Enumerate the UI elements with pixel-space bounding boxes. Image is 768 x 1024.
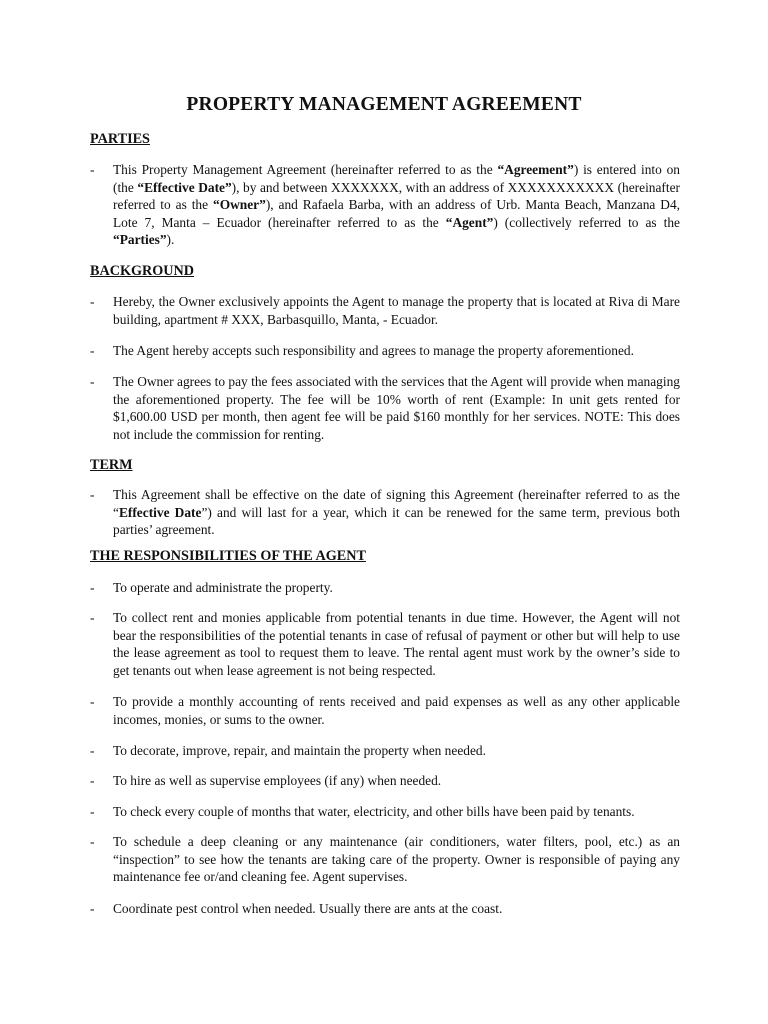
list-dash: - xyxy=(90,374,95,389)
list-item xyxy=(90,579,680,597)
text-run: ), and Rafaela Barba, with an address of Urb. Manta Beach, Manzana D4, Lote 7, Manta – Ecuador (hereinafter referred to as the xyxy=(113,197,680,230)
list-dash: - xyxy=(90,343,95,358)
text-run: This Agreement shall be effective on the date of signing this Agreement (hereinafter referred to as the “ xyxy=(113,487,680,520)
list-dash: - xyxy=(90,487,95,502)
list-item xyxy=(90,342,680,360)
list-item-text: The Owner agrees to pay the fees associated with the services that the Agent will provide when managing the aforementioned property. The fee will be 10% worth of rent (Example: In unit gets rented for $1,600.00 USD per month, then agent fee will be paid $160 monthly for her services. NOTE: This does not include the commission for renting. xyxy=(113,374,680,442)
list-dash: - xyxy=(90,610,95,625)
defined-term: “Owner” xyxy=(213,197,266,213)
section-heading-term: TERM xyxy=(90,457,133,473)
list-dash: - xyxy=(90,294,95,309)
list-item-text: To hire as well as supervise employees (if any) when needed. xyxy=(113,773,442,788)
list-dash: - xyxy=(90,834,95,849)
text-run: ), by and between XXXXXXX, with an address of XXXXXXXXXXX (hereinafter referred to as the xyxy=(113,179,681,213)
list-item xyxy=(90,693,680,728)
list-dash: - xyxy=(90,901,95,916)
section-heading-parties: PARTIES xyxy=(90,131,150,147)
text-run: ). xyxy=(166,232,175,248)
defined-term: “Agreement” xyxy=(497,162,574,177)
list-item-text: The Agent hereby accepts such responsibility and agrees to manage the property aforementioned. xyxy=(113,343,634,358)
list-dash: - xyxy=(90,162,95,177)
list-item-text: To check every couple of months that water, electricity, and other bills have been paid by tenants. xyxy=(113,804,635,819)
defined-term: “Agent” xyxy=(445,214,494,230)
list-item xyxy=(90,900,680,918)
defined-term: Effective Date xyxy=(118,504,202,520)
section-heading-responsibilities: THE RESPONSIBILITIES OF THE AGENT xyxy=(90,548,366,564)
list-dash: - xyxy=(90,694,95,709)
term-paragraph xyxy=(113,486,680,539)
text-run: ) (collectively referred to as the xyxy=(493,214,680,230)
list-item xyxy=(90,803,680,821)
list-item-text: To decorate, improve, repair, and maintain the property when needed. xyxy=(113,743,486,758)
list-item xyxy=(90,373,680,443)
list-item xyxy=(90,609,680,679)
list-item xyxy=(90,742,680,760)
list-item xyxy=(90,293,680,328)
section-heading-background: BACKGROUND xyxy=(90,263,195,279)
list-item-text: To collect rent and monies applicable from potential tenants in due time. However, the Agent will not bear the responsibilities of the potential tenants in case of refusal of payment or other but will help to use the lease agreement as tool to request them to leave. The rental agent must work by the owner’s side to get tenants out when lease agreement is not being respected. xyxy=(113,610,680,678)
text-run: ”) and will last for a year, which it can be renewed for the same term, previous both parties’ agreement. xyxy=(113,504,681,538)
defined-term: “Effective Date” xyxy=(137,179,232,195)
list-item-text: Coordinate pest control when needed. Usually there are ants at the coast. xyxy=(113,901,503,916)
list-dash: - xyxy=(90,804,95,819)
parties-paragraph xyxy=(113,161,680,249)
list-item xyxy=(90,161,680,249)
list-dash: - xyxy=(90,773,95,788)
text-run: This Property Management Agreement (hereinafter referred to as the xyxy=(113,162,498,177)
document-title: PROPERTY MANAGEMENT AGREEMENT xyxy=(186,94,582,115)
defined-term: “Parties” xyxy=(113,232,167,248)
list-item xyxy=(90,833,680,886)
list-item-text: To operate and administrate the property. xyxy=(113,580,333,595)
list-item-text: To schedule a deep cleaning or any maintenance (air conditioners, water filters, pool, etc.) as an “inspection” to see how the tenants are taking care of the property. Owner is responsible of paying any maintenance fee or/and cleaning fee. Agent supervises. xyxy=(113,834,680,885)
list-dash: - xyxy=(90,580,95,595)
list-item xyxy=(90,772,680,790)
list-item-text: Hereby, the Owner exclusively appoints the Agent to manage the property that is located at Riva di Mare building, apartment # XXX, Barbasquillo, Manta, - Ecuador. xyxy=(113,294,680,327)
text-run: ) is entered into on (the xyxy=(113,162,680,195)
list-item-text: To provide a monthly accounting of rents received and paid expenses as well as any other applicable incomes, monies, or sums to the owner. xyxy=(113,694,680,727)
list-item xyxy=(90,486,680,539)
list-dash: - xyxy=(90,743,95,758)
